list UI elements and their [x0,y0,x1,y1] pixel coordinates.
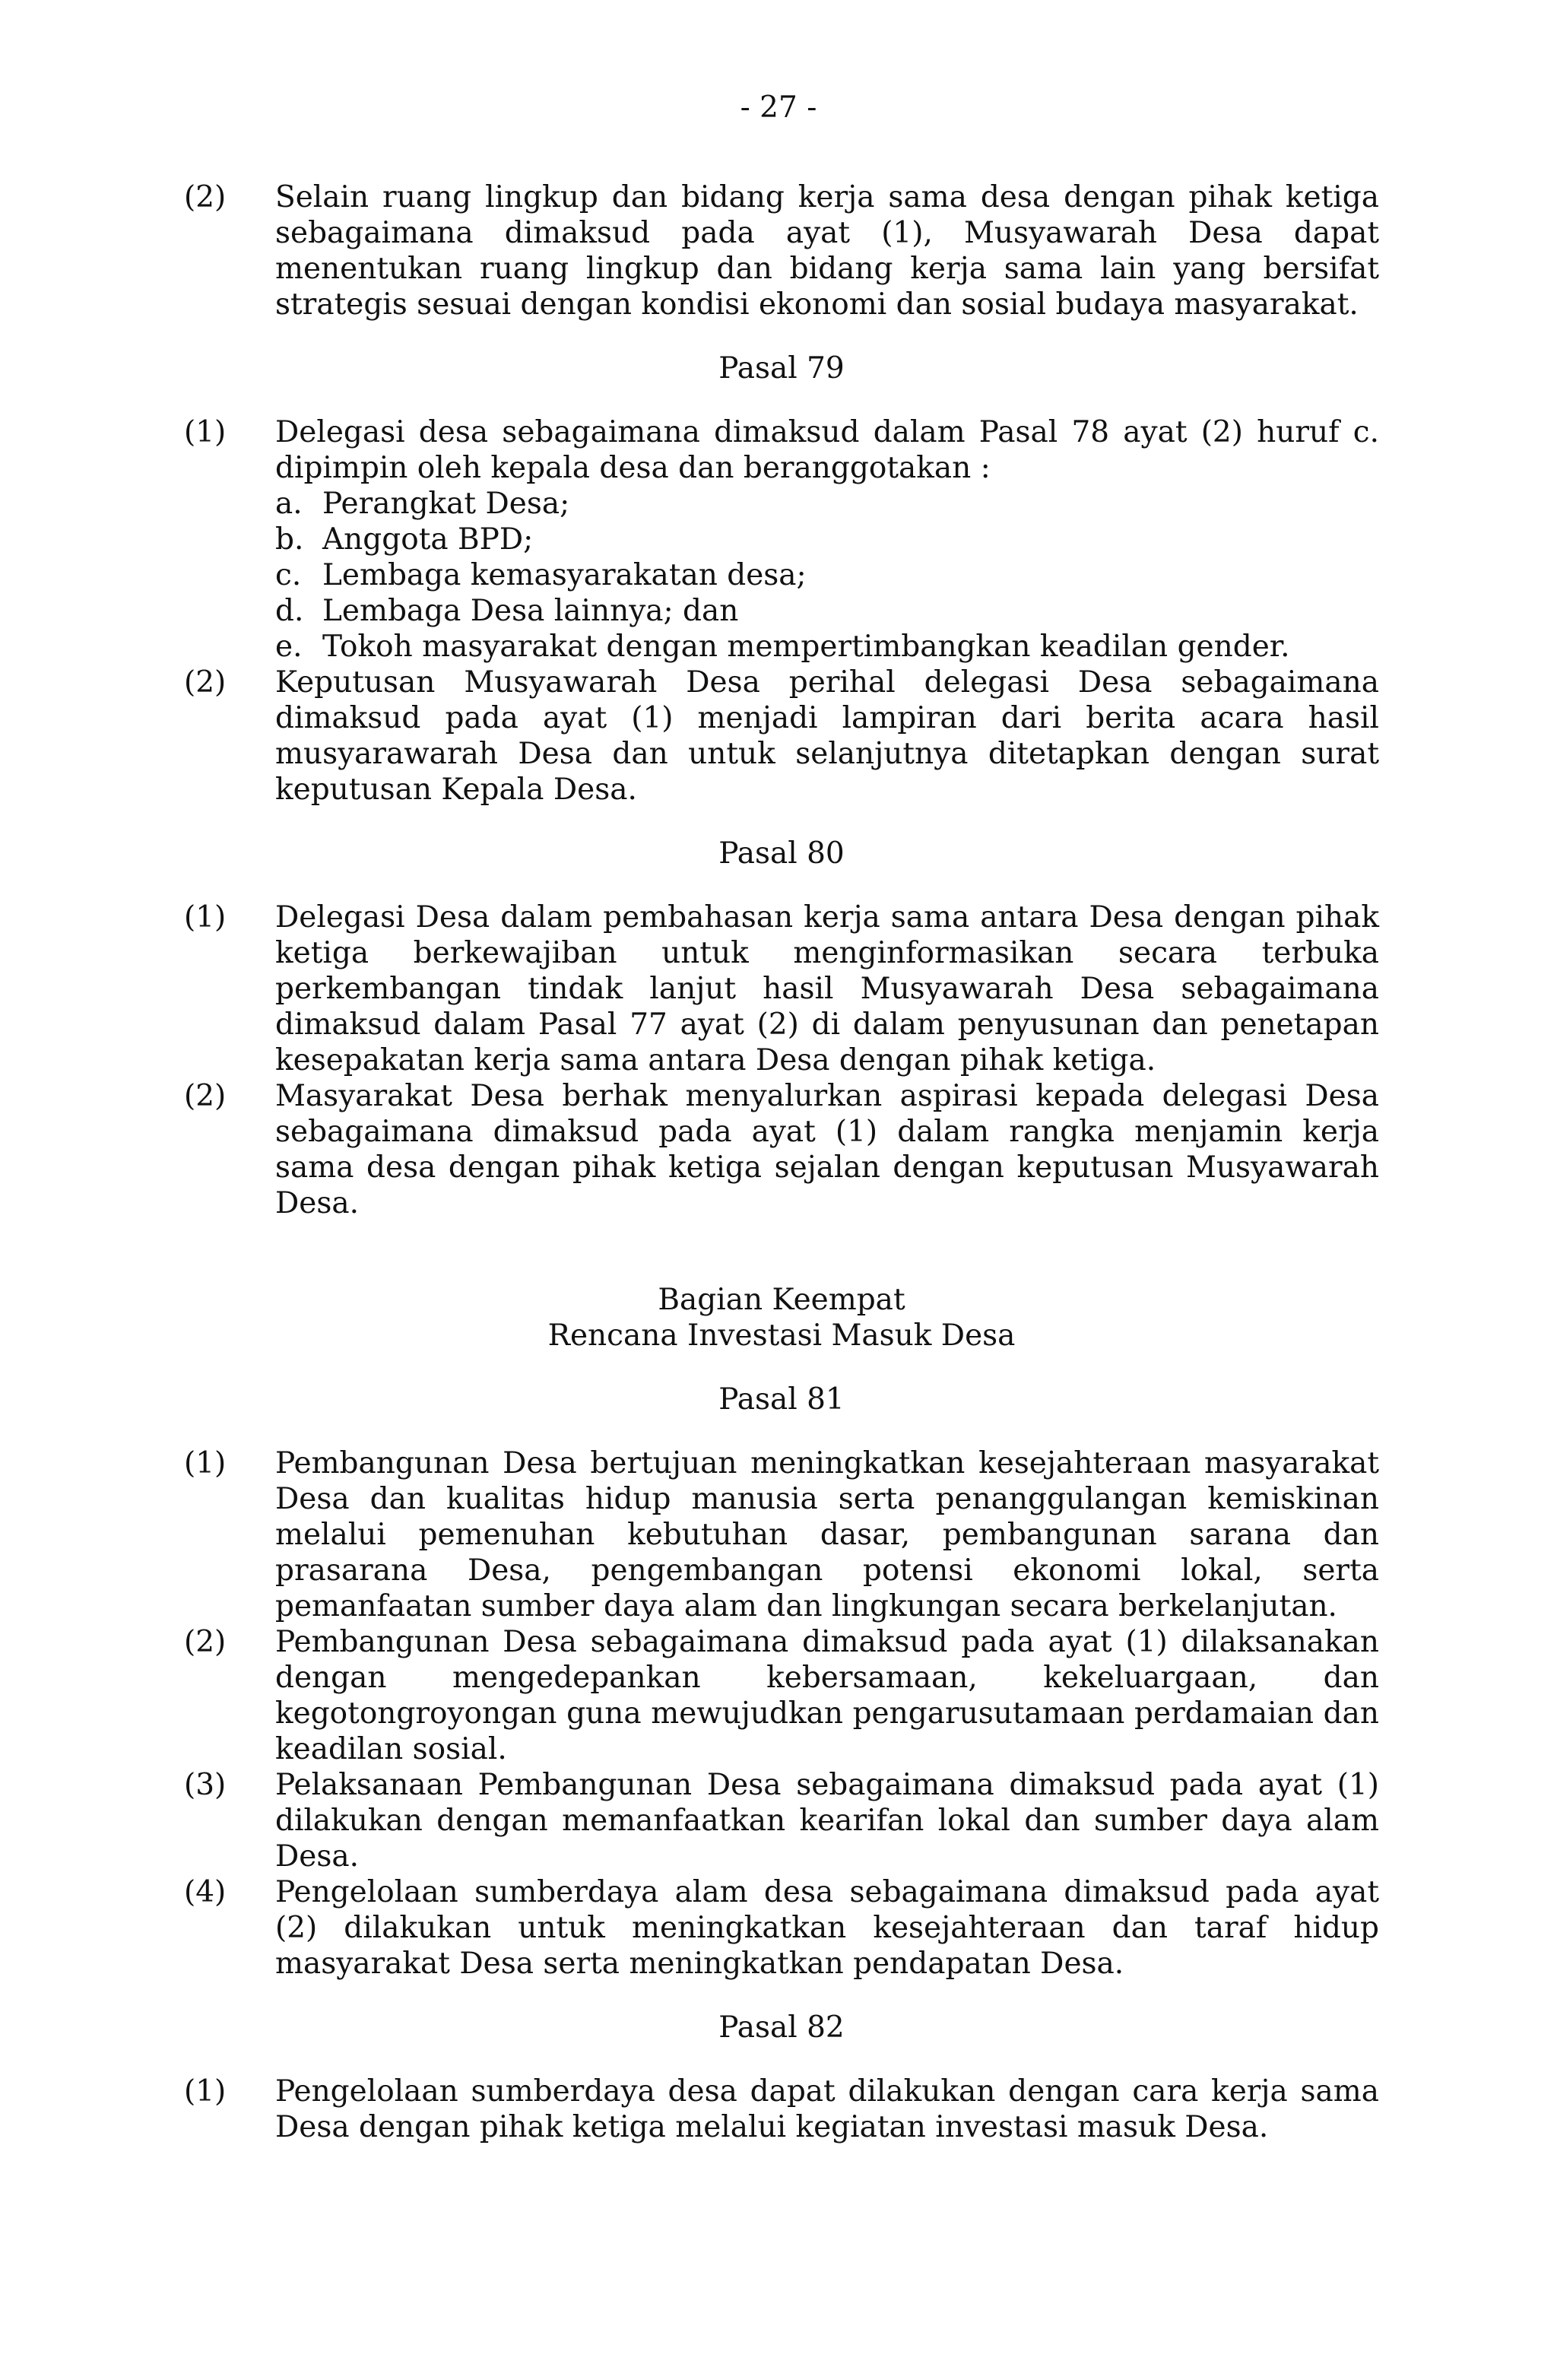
list-text: Lembaga kemasyarakatan desa; [322,558,807,592]
ayat-text: Pembangunan Desa sebagaimana dimaksud pada ayat (1) dilaksanakan dengan mengedepankan kebersamaan, kekeluargaan, dan kegotongroyongan guna mewujudkan pengarusutamaan perdamaian dan keadilan sosial. [275,1625,1379,1766]
list-item [275,629,1379,665]
list-item [275,593,1379,629]
ayat-number: (1) [184,415,227,449]
ayat-text: Pengelolaan sumberdaya alam desa sebagaimana dimaksud pada ayat (2) dilakukan untuk meningkatkan kesejahteraan dan taraf hidup masyarakat Desa serta meningkatkan pendapatan Desa. [275,1875,1379,1981]
list-text: Lembaga Desa lainnya; dan [322,594,739,628]
ayat-number: (4) [184,1875,227,1909]
ayat-text: Selain ruang lingkup dan bidang kerja sama desa dengan pihak ketiga sebagaimana dimaksud pada ayat (1), Musyawarah Desa dapat menentukan ruang lingkup dan bidang kerja sama lain yang bersifat strategis sesuai dengan kondisi ekonomi dan sosial budaya masyarakat. [275,180,1379,322]
list-item [275,522,1379,557]
ayat-text: Delegasi desa sebagaimana dimaksud dalam Pasal 78 ayat (2) huruf c. dipimpin oleh kepala desa dan beranggotakan : [275,415,1379,485]
ayat-text: Pelaksanaan Pembangunan Desa sebagaimana dimaksud pada ayat (1) dilakukan dengan memanfaatkan kearifan lokal dan sumber daya alam Desa. [275,1768,1379,1874]
ayat-number: (1) [184,900,227,935]
paragraph-item [184,414,1379,486]
ayat-number: (2) [184,1079,227,1113]
list-item [275,557,1379,593]
pasal-heading: Pasal 82 [718,2010,845,2045]
ayat-text: Masyarakat Desa berhak menyalurkan aspirasi kepada delegasi Desa sebagaimana dimaksud pada ayat (1) dalam rangka menjamin kerja sama desa dengan pihak ketiga sejalan dengan keputusan Musyawarah Desa. [275,1079,1379,1220]
list-text: Perangkat Desa; [322,487,570,521]
section-heading: Bagian Keempat [658,1283,905,1317]
ayat-text: Pengelolaan sumberdaya desa dapat dilakukan dengan cara kerja sama Desa dengan pihak ketiga melalui kegiatan investasi masuk Desa. [275,2074,1379,2144]
document-body [184,179,1379,2145]
ayat-number: (3) [184,1768,227,1802]
paragraph-item [184,1767,1379,1874]
pasal-heading: Pasal 80 [718,836,845,871]
list-item [275,486,1379,522]
ayat-number: (2) [184,180,227,214]
ayat-number: (2) [184,1625,227,1659]
page-number: - 27 - [740,90,817,125]
paragraph-item [184,1445,1379,1624]
pasal-heading: Pasal 79 [718,351,845,386]
ayat-text: Keputusan Musyawarah Desa perihal delegasi Desa sebagaimana dimaksud pada ayat (1) menjadi lampiran dari berita acara hasil musyarawarah Desa dan untuk selanjutnya ditetapkan dengan surat keputusan Kepala Desa. [275,665,1379,807]
list-letter: e. [275,630,303,664]
paragraph-item [184,900,1379,1078]
list-letter: a. [275,487,303,521]
list-letter: d. [275,594,304,628]
list-text: Anggota BPD; [322,522,534,557]
ayat-number: (1) [184,2074,227,2109]
ayat-number: (2) [184,665,227,700]
paragraph-item [184,1078,1379,1221]
list-letter: b. [275,522,304,557]
section-subheading: Rencana Investasi Masuk Desa [547,1319,1016,1353]
paragraph-item [184,1874,1379,1982]
paragraph-item [184,665,1379,808]
paragraph-item [184,179,1379,322]
list-text: Tokoh masyarakat dengan mempertimbangkan keadilan gender. [322,630,1290,664]
ayat-number: (1) [184,1446,227,1480]
pasal-heading: Pasal 81 [718,1382,845,1417]
paragraph-item [184,2074,1379,2145]
ayat-text: Delegasi Desa dalam pembahasan kerja sama antara Desa dengan pihak ketiga berkewajiban untuk menginformasikan secara terbuka perkembangan tindak lanjut hasil Musyawarah Desa sebagaimana dimaksud dalam Pasal 77 ayat (2) di dalam penyusunan dan penetapan kesepakatan kerja sama antara Desa dengan pihak ketiga. [275,900,1379,1077]
ayat-text: Pembangunan Desa bertujuan meningkatkan kesejahteraan masyarakat Desa dan kualitas hidup manusia serta penanggulangan kemiskinan melalui pemenuhan kebutuhan dasar, pembangunan sarana dan prasarana Desa, pengembangan potensi ekonomi lokal, serta pemanfaatan sumber daya alam dan lingkungan secara berkelanjutan. [275,1446,1379,1623]
paragraph-item [184,1624,1379,1767]
list-letter: c. [275,558,302,592]
